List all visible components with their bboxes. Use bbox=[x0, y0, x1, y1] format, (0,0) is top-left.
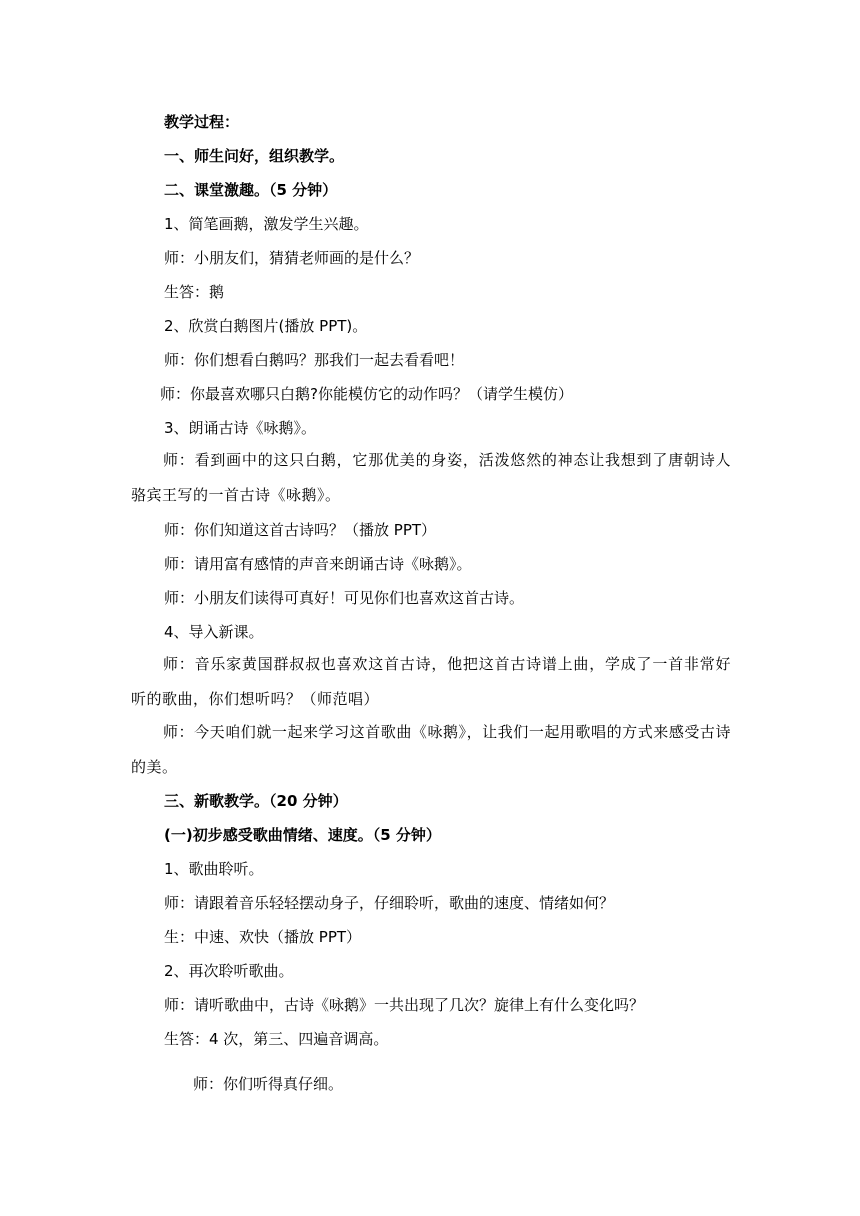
dialogue-line: 师：请用富有感情的声音来朗诵古诗《咏鹅》。 bbox=[164, 555, 472, 573]
heading-teaching-process: 教学过程： bbox=[164, 113, 240, 131]
section-heading-2: 二、课堂激趣。（5 分钟） bbox=[164, 181, 338, 199]
step-item: 1、简笔画鹅，激发学生兴趣。 bbox=[164, 215, 369, 233]
step-item: 1、歌曲聆听。 bbox=[164, 860, 264, 878]
dialogue-line: 师：小朋友们，猜猜老师画的是什么？ bbox=[164, 249, 420, 267]
dialogue-line: 师：小朋友们读得可真好！可见你们也喜欢这首古诗。 bbox=[164, 589, 525, 607]
step-item: 2、欣赏白鹅图片(播放 PPT)。 bbox=[164, 317, 368, 335]
dialogue-line: 师：请听歌曲中，古诗《咏鹅》一共出现了几次？旋律上有什么变化吗？ bbox=[164, 996, 645, 1014]
dialogue-line: 师：你最喜欢哪只白鹅?你能模仿它的动作吗？（请学生模仿） bbox=[160, 385, 573, 403]
section-heading-1: 一、师生问好，组织教学。 bbox=[164, 147, 345, 165]
dialogue-line: 师：请跟着音乐轻轻摆动身子，仔细聆听，歌曲的速度、情绪如何？ bbox=[164, 894, 615, 912]
dialogue-paragraph: 师：看到画中的这只白鹅，它那优美的身姿，活泼悠然的神态让我想到了唐朝诗人骆宾王写的一首古诗《咏鹅》。 bbox=[131, 451, 731, 504]
dialogue-line: 师：你们知道这首古诗吗？（播放 PPT） bbox=[164, 521, 437, 539]
dialogue-paragraph: 师：今天咱们就一起来学习这首歌曲《咏鹅》，让我们一起用歌唱的方式来感受古诗的美。 bbox=[131, 723, 731, 776]
dialogue-line: 师：你们听得真仔细。 bbox=[193, 1075, 344, 1093]
section-heading-3: 三、新歌教学。（20 分钟） bbox=[164, 792, 348, 810]
dialogue-line: 生答：鹅 bbox=[164, 283, 225, 301]
step-item: 3、朗诵古诗《咏鹅》。 bbox=[164, 419, 317, 437]
subsection-heading: (一)初步感受歌曲情绪、速度。（5 分钟） bbox=[164, 826, 441, 844]
dialogue-line: 师：你们想看白鹅吗？那我们一起去看看吧！ bbox=[164, 351, 465, 369]
dialogue-line: 生答：4 次，第三、四遍音调高。 bbox=[164, 1030, 389, 1048]
dialogue-line: 生：中速、欢快（播放 PPT） bbox=[164, 928, 362, 946]
step-item: 2、再次聆听歌曲。 bbox=[164, 962, 294, 980]
dialogue-paragraph: 师：音乐家黄国群叔叔也喜欢这首古诗，他把这首古诗谱上曲，学成了一首非常好听的歌曲，你们想听吗？（师范唱） bbox=[131, 655, 731, 708]
step-item: 4、导入新课。 bbox=[164, 623, 264, 641]
